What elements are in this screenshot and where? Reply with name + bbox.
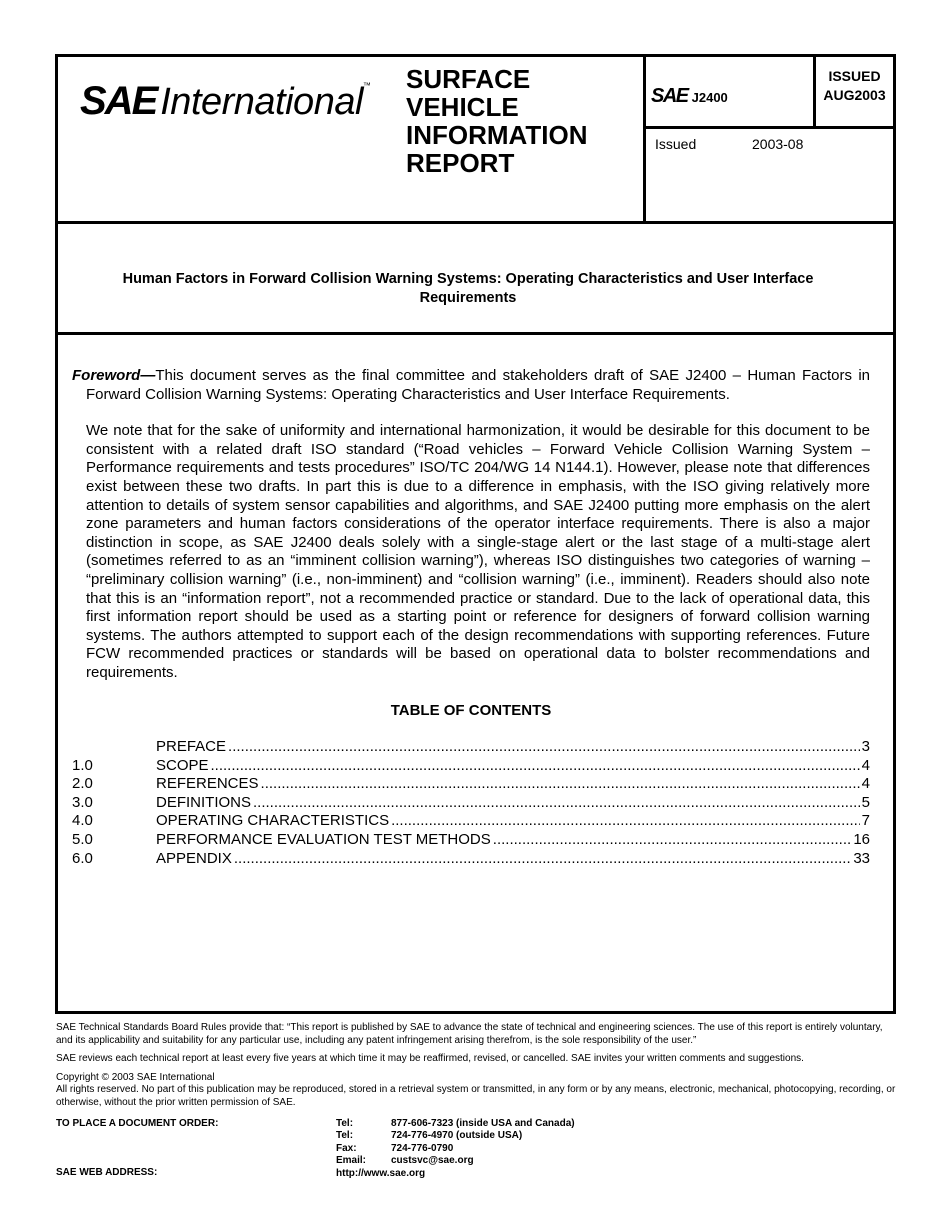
sae-logo: [80, 79, 371, 129]
toc-label: OPERATING CHARACTERISTICS: [156, 812, 390, 830]
issued-label: Issued: [655, 136, 697, 152]
toc-page: 4: [861, 756, 870, 774]
toc-leader: [493, 831, 852, 850]
foreword: [72, 367, 870, 404]
contact-row: [336, 1168, 575, 1180]
web-label: SAE WEB ADDRESS:: [56, 1167, 158, 1178]
toc-entry[interactable]: [72, 738, 870, 757]
issued-row: [655, 136, 803, 152]
order-label: TO PLACE A DOCUMENT ORDER:: [56, 1118, 219, 1129]
toc-leader: [228, 738, 860, 757]
toc-label: APPENDIX: [156, 849, 232, 867]
report-type-line: VEHICLE: [406, 92, 519, 122]
toc-page: 4: [861, 775, 870, 793]
document-frame: [55, 54, 896, 1014]
contact-key: Tel:: [336, 1118, 354, 1129]
toc-entry[interactable]: [72, 794, 870, 813]
foreword-label: Foreword—: [72, 367, 156, 384]
footer-copyright: Copyright © 2003 SAE International: [56, 1071, 215, 1083]
body-paragraph: We note that for the sake of uniformity and international harmonization, it would be desirable for this document to be consistent with a related draft ISO standard (“Road vehicles – Forward Vehicle Collision Warning System – Performance requirements and tests procedures” ISO/TC 204/WG 14 N144.1). However, please note that differences exist between these two drafts. In part this is due to a difference in emphasis, with the ISO giving relatively more attention to details of system sensor capabilities and algorithms, and SAE J2400 putting more emphasis on the alert zone parameters and human factors considerations of the operator interface requirements. There is also a major distinction in scope, as SAE J2400 deals solely with a single-stage alert or the last stage of a multi-stage alert (sometimes referred to as an “imminent collision warning”), whereas ISO distinguishes two categories of warning – “preliminary collision warning” (i.e., non-imminent) and “collision warning” (i.e., imminent). Readers should also note that this is an “information report”, not a recommended practice or standard. Due to the lack of operational data, this first information report should be used as a starting point or reference for designers of forward collision warning systems. The authors attempted to support each of the design recommendations with supporting references. Future FCW recommended practices or standards will be based on operational data to bolster recommendations and requirements.: [86, 422, 870, 681]
footer-review: SAE reviews each technical report at least every five years at which time it may be reaffirmed, revised, or cancelled. SAE invites your written comments and suggestions.: [56, 1053, 804, 1064]
contact-key: Tel:: [336, 1130, 354, 1142]
footer-rules: SAE Technical Standards Board Rules provide that: “This report is published by SAE to advance the state of technical and engineering sciences. The use of this report is entirely voluntary, and its applicability and suitability for any particular use, including any patent infringement arising therefrom, is the sole responsibility of the user.”: [56, 1022, 883, 1046]
doc-brand: SAE: [651, 85, 688, 107]
toc-page: 5: [861, 793, 870, 811]
toc-page: 16: [853, 831, 870, 849]
table-of-contents: [72, 738, 870, 868]
toc-number: 1.0: [72, 756, 93, 774]
divider: [643, 57, 646, 224]
toc-entry[interactable]: [72, 850, 870, 869]
doc-number-value: J2400: [691, 90, 728, 105]
toc-label: PREFACE: [156, 738, 227, 756]
contact-table: [336, 1118, 575, 1180]
toc-number: 6.0: [72, 849, 93, 867]
report-type: [406, 65, 636, 177]
contact-value[interactable]: 724-776-0790: [391, 1142, 454, 1154]
issued-box-line: ISSUED: [828, 68, 881, 84]
toc-entry[interactable]: [72, 775, 870, 794]
web-address-link[interactable]: http://www.sae.org: [336, 1167, 426, 1179]
logo-text: International: [160, 81, 363, 123]
contact-row: [336, 1130, 575, 1142]
issued-box-line: AUG2003: [823, 87, 886, 103]
footer-copyright-block: [56, 1072, 896, 1110]
doc-number: [651, 85, 728, 108]
divider: [646, 126, 893, 129]
contact-value[interactable]: 877-606-7323 (inside USA and Canada): [391, 1118, 575, 1129]
contact-row: [336, 1118, 575, 1130]
toc-number: 3.0: [72, 793, 93, 811]
contact-row: [336, 1143, 575, 1155]
toc-number: 5.0: [72, 831, 93, 849]
report-type-line: INFORMATION: [406, 120, 588, 150]
toc-title: TABLE OF CONTENTS: [390, 701, 552, 719]
toc-leader: [261, 775, 860, 794]
contact-email[interactable]: custsvc@sae.org: [391, 1155, 474, 1167]
logo-trademark: ™: [362, 81, 371, 90]
title-row: [58, 224, 893, 335]
footer-rights: All rights reserved. No part of this publication may be reproduced, stored in a retrieval system or transmitted, in any form or by any means, electronic, mechanical, photocopying, recording, or otherwise, without the prior written permission of SAE.: [56, 1084, 896, 1108]
toc-label: SCOPE: [156, 756, 209, 774]
contact-value[interactable]: 724-776-4970 (outside USA): [391, 1130, 523, 1142]
report-type-line: SURFACE: [406, 64, 531, 94]
toc-page: 3: [861, 738, 870, 756]
toc-page: 33: [853, 849, 870, 867]
toc-entry[interactable]: [72, 831, 870, 850]
report-type-line: REPORT: [406, 148, 515, 178]
toc-leader: [211, 757, 860, 776]
issued-box: [816, 67, 893, 105]
foreword-text: This document serves as the final committee and stakeholders draft of SAE J2400 – Human Factors in Forward Collision Warning Systems: Operating Characteristics and User Interface Requirements.: [86, 367, 870, 403]
contact-key: Email:: [336, 1155, 367, 1167]
toc-label: PERFORMANCE EVALUATION TEST METHODS: [156, 831, 491, 849]
footer: [56, 1022, 896, 1180]
contact-key: Fax:: [336, 1142, 357, 1154]
toc-leader: [234, 850, 851, 869]
toc-entry[interactable]: [72, 757, 870, 776]
toc-page: 7: [861, 812, 870, 830]
toc-label: DEFINITIONS: [156, 793, 252, 811]
toc-leader: [391, 812, 860, 831]
document-title: Human Factors in Forward Collision Warning Systems: Operating Characteristics and User Interface Requirements: [122, 271, 814, 306]
toc-leader: [253, 794, 860, 813]
toc-entry[interactable]: [72, 812, 870, 831]
header: [58, 57, 893, 224]
order-info: [56, 1118, 896, 1180]
contact-row: [336, 1155, 575, 1167]
issued-date: 2003-08: [752, 136, 804, 152]
toc-label: REFERENCES: [156, 775, 259, 793]
logo-brand: SAE: [80, 79, 157, 123]
toc-number: 4.0: [72, 812, 93, 830]
document-body: [72, 367, 870, 868]
toc-number: 2.0: [72, 775, 93, 793]
